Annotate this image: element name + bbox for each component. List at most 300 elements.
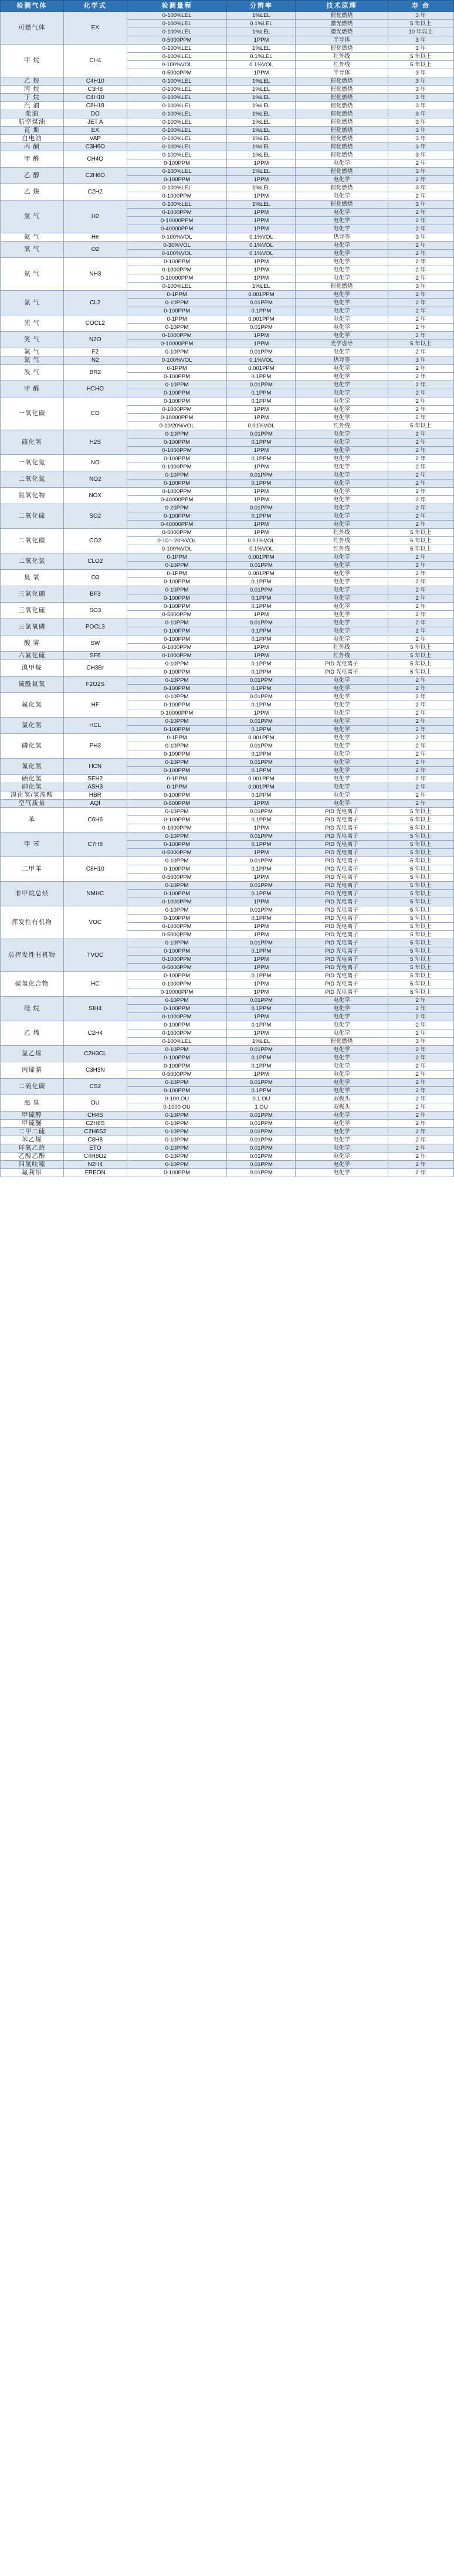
- table-row: [1, 652, 454, 660]
- cell-lifetime: 2 年: [388, 1128, 453, 1136]
- cell-range: 0-5000PPM: [127, 611, 227, 619]
- cell-technology: PID 光电离子: [296, 841, 388, 849]
- cell-technology: PID 光电离子: [296, 972, 388, 980]
- cell-lifetime: 2 年: [388, 693, 453, 701]
- cell-resolution: 1PPM: [227, 824, 296, 832]
- cell-resolution: 1PPM: [227, 529, 296, 537]
- cell-technology: 电化学: [296, 1054, 388, 1062]
- cell-resolution: 1PPM: [227, 266, 296, 274]
- cell-range: 0-10PPM: [127, 619, 227, 627]
- cell-resolution: 1PPM: [227, 1070, 296, 1079]
- table-row: [1, 1095, 454, 1103]
- cell-range: 0-10PPM: [127, 1128, 227, 1136]
- cell-lifetime: 2 年: [388, 718, 453, 726]
- cell-lifetime: 2 年: [388, 734, 453, 742]
- cell-technology: 电化学: [296, 1087, 388, 1095]
- cell-lifetime: 2 年: [388, 471, 453, 480]
- cell-lifetime: 3 年: [388, 127, 453, 135]
- table-row: [1, 488, 454, 496]
- cell-technology: 电化学: [296, 159, 388, 168]
- cell-range: 0-5000PPM: [127, 36, 227, 45]
- cell-lifetime: 2 年: [388, 447, 453, 455]
- cell-technology: 双极头: [296, 1095, 388, 1103]
- cell-resolution: 1PPM: [227, 800, 296, 808]
- table-row: [1, 660, 454, 668]
- cell-formula: NH3: [63, 258, 127, 291]
- cell-resolution: 0.1PPM: [227, 701, 296, 709]
- cell-resolution: 0.1PPM: [227, 816, 296, 824]
- cell-formula: O2: [63, 242, 127, 258]
- cell-lifetime: 3 年: [388, 1038, 453, 1046]
- cell-formula: C8H8: [63, 1136, 127, 1144]
- cell-resolution: 0.1PPM: [227, 307, 296, 315]
- cell-lifetime: 2 年: [388, 1021, 453, 1029]
- cell-range: 0-100%LEL: [127, 53, 227, 61]
- cell-range: 0-100%LEL: [127, 151, 227, 159]
- cell-range: 0-10PPM: [127, 718, 227, 726]
- cell-formula: HF: [63, 693, 127, 718]
- cell-resolution: 1%LEL: [227, 143, 296, 151]
- cell-gas: 氟 气: [1, 348, 64, 356]
- cell-technology: 催化燃烧: [296, 151, 388, 159]
- table-row: [1, 1120, 454, 1128]
- cell-range: 0-20PPM: [127, 504, 227, 512]
- cell-range: 0-5000PPM: [127, 1070, 227, 1079]
- cell-resolution: 0.01PPM: [227, 906, 296, 915]
- table-row: [1, 118, 454, 127]
- cell-resolution: 0.001PPM: [227, 783, 296, 791]
- cell-lifetime: 2 年: [388, 742, 453, 750]
- cell-resolution: 0.1PPM: [227, 627, 296, 635]
- cell-lifetime: 3 年: [388, 45, 453, 53]
- cell-lifetime: 3 年: [388, 283, 453, 291]
- cell-range: 0-1000PPM: [127, 488, 227, 496]
- cell-resolution: 0.01PPM: [227, 381, 296, 389]
- cell-gas: 非甲烷总烃: [1, 882, 64, 906]
- cell-technology: PID 光电离子: [296, 915, 388, 923]
- cell-technology: 电化学: [296, 1062, 388, 1070]
- cell-resolution: 1 OU: [227, 1103, 296, 1112]
- cell-range: 0-10000PPM: [127, 274, 227, 283]
- cell-technology: 电化学: [296, 307, 388, 315]
- table-row: [1, 570, 454, 578]
- cell-lifetime: 2 年: [388, 783, 453, 791]
- cell-resolution: 0.1PPM: [227, 1021, 296, 1029]
- table-row: [1, 635, 454, 644]
- cell-lifetime: 3 年: [388, 77, 453, 86]
- cell-lifetime: 5 年以上: [388, 545, 453, 553]
- cell-lifetime: 3 年: [388, 110, 453, 118]
- cell-lifetime: 2 年: [388, 619, 453, 627]
- cell-resolution: 0.001PPM: [227, 570, 296, 578]
- cell-resolution: 1PPM: [227, 923, 296, 931]
- cell-resolution: 0.1%VOL: [227, 250, 296, 258]
- cell-resolution: 1PPM: [227, 1013, 296, 1021]
- cell-lifetime: 3 年: [388, 36, 453, 45]
- cell-range: 0-100PPM: [127, 841, 227, 849]
- cell-technology: PID 光电离子: [296, 660, 388, 668]
- cell-gas: 氯 气: [1, 291, 64, 315]
- cell-gas: 恶 臭: [1, 1095, 64, 1112]
- cell-lifetime: 2 年: [388, 496, 453, 504]
- cell-range: 0-1PPM: [127, 553, 227, 562]
- cell-gas: 溴甲烷: [1, 660, 64, 677]
- cell-resolution: 1%LEL: [227, 28, 296, 36]
- cell-resolution: 0.1PPM: [227, 972, 296, 980]
- cell-formula: COCL2: [63, 315, 127, 332]
- cell-lifetime: 2 年: [388, 1046, 453, 1054]
- cell-range: 0-5000PPM: [127, 529, 227, 537]
- cell-resolution: 1PPM: [227, 159, 296, 168]
- cell-resolution: 1PPM: [227, 956, 296, 964]
- cell-lifetime: 3 年: [388, 135, 453, 143]
- cell-range: 0-100PPM: [127, 258, 227, 266]
- cell-technology: 电化学: [296, 783, 388, 791]
- cell-gas: 四氢呋喃: [1, 1161, 64, 1169]
- cell-resolution: 0.01PPM: [227, 759, 296, 767]
- cell-lifetime: 2 年: [388, 324, 453, 332]
- cell-gas: 笑 气: [1, 332, 64, 348]
- cell-resolution: 0.01PPM: [227, 832, 296, 841]
- cell-range: 0-10PPM: [127, 677, 227, 685]
- cell-formula: CS2: [63, 1079, 127, 1095]
- cell-resolution: 0.001PPM: [227, 734, 296, 742]
- cell-range: 0-1PPM: [127, 775, 227, 783]
- cell-technology: 电化学: [296, 439, 388, 447]
- table-row: [1, 397, 454, 406]
- cell-range: 0-100PPM: [127, 1054, 227, 1062]
- cell-technology: 电化学: [296, 611, 388, 619]
- cell-technology: 电化学: [296, 553, 388, 562]
- cell-resolution: 0.1%LEL: [227, 20, 296, 28]
- cell-range: 0-1000PPM: [127, 923, 227, 931]
- cell-resolution: 1%LEL: [227, 94, 296, 102]
- cell-formula: EX: [63, 127, 127, 135]
- cell-range: 0-1000PPM: [127, 192, 227, 200]
- cell-range: 0-10PPM: [127, 1153, 227, 1161]
- cell-resolution: 0.1PPM: [227, 512, 296, 521]
- table-row: [1, 1062, 454, 1070]
- cell-resolution: 0.1PPM: [227, 1054, 296, 1062]
- cell-lifetime: 3 年: [388, 143, 453, 151]
- cell-range: 0-1PPM: [127, 783, 227, 791]
- table-row: [1, 677, 454, 685]
- cell-resolution: 1%LEL: [227, 110, 296, 118]
- cell-technology: 电化学: [296, 693, 388, 701]
- cell-technology: 电化学: [296, 266, 388, 274]
- cell-formula: N2: [63, 356, 127, 365]
- cell-formula: HC: [63, 972, 127, 997]
- cell-resolution: 1%LEL: [227, 45, 296, 53]
- cell-range: 0-5000PPM: [127, 964, 227, 972]
- table-row: [1, 233, 454, 242]
- cell-lifetime: 5 年以上: [388, 964, 453, 972]
- cell-technology: 电化学: [296, 217, 388, 225]
- cell-gas: 甲 醛: [1, 151, 64, 168]
- table-row: [1, 45, 454, 53]
- table-row: [1, 315, 454, 324]
- cell-lifetime: 2 年: [388, 512, 453, 521]
- table-row: [1, 471, 454, 480]
- cell-technology: 电化学: [296, 373, 388, 381]
- cell-lifetime: 5 年以上: [388, 988, 453, 997]
- cell-technology: 催化燃烧: [296, 118, 388, 127]
- cell-resolution: 0.01PPM: [227, 1046, 296, 1054]
- cell-lifetime: 2 年: [388, 307, 453, 315]
- cell-technology: 催化燃烧: [296, 77, 388, 86]
- cell-lifetime: 2 年: [388, 709, 453, 718]
- cell-gas: 氟利昂: [1, 1169, 64, 1177]
- cell-resolution: 0.1PPM: [227, 455, 296, 463]
- cell-gas: 空气质量: [1, 800, 64, 808]
- cell-technology: 电化学: [296, 742, 388, 750]
- cell-resolution: 0.01PPM: [227, 997, 296, 1005]
- column-header-lifetime: 寿 命: [388, 1, 453, 12]
- cell-technology: 电化学: [296, 496, 388, 504]
- cell-technology: PID 光电离子: [296, 890, 388, 898]
- table-row: [1, 332, 454, 340]
- cell-range: 0-1PPM: [127, 291, 227, 299]
- cell-range: 0-10PPM: [127, 832, 227, 841]
- table-body: [1, 12, 454, 1177]
- cell-gas: 氮 气: [1, 356, 64, 365]
- cell-technology: 激光燃烧: [296, 28, 388, 36]
- cell-technology: 电化学: [296, 775, 388, 783]
- cell-lifetime: 2 年: [388, 242, 453, 250]
- cell-resolution: 0.1 OU: [227, 1095, 296, 1103]
- cell-formula: TVOC: [63, 939, 127, 972]
- cell-lifetime: 2 年: [388, 521, 453, 529]
- cell-lifetime: 2 年: [388, 455, 453, 463]
- table-row: [1, 1153, 454, 1161]
- cell-technology: 电化学: [296, 997, 388, 1005]
- cell-range: 0-100%LEL: [127, 184, 227, 192]
- table-row: [1, 135, 454, 143]
- cell-gas: 硫酰氟氧: [1, 677, 64, 693]
- cell-range: 0-1000PPM: [127, 406, 227, 414]
- cell-lifetime: 5 年以上: [388, 20, 453, 28]
- table-row: [1, 759, 454, 767]
- cell-technology: 电化学: [296, 677, 388, 685]
- cell-resolution: 0.1PPM: [227, 660, 296, 668]
- cell-resolution: 1PPM: [227, 225, 296, 233]
- cell-technology: 电化学: [296, 1120, 388, 1128]
- table-row: [1, 603, 454, 611]
- cell-range: 0-10PPM: [127, 759, 227, 767]
- cell-gas: 氦 气: [1, 233, 64, 242]
- cell-technology: 电化学: [296, 430, 388, 439]
- cell-range: 0-1PPM: [127, 365, 227, 373]
- cell-range: 0-100PPM: [127, 915, 227, 923]
- cell-formula: ETO: [63, 1144, 127, 1153]
- cell-lifetime: 2 年: [388, 1087, 453, 1095]
- cell-formula: SO3: [63, 603, 127, 619]
- cell-resolution: 0.1PPM: [227, 397, 296, 406]
- cell-technology: 催化燃烧: [296, 94, 388, 102]
- cell-resolution: 1PPM: [227, 176, 296, 184]
- cell-range: 0-100PPM: [127, 594, 227, 603]
- cell-lifetime: 3 年: [388, 12, 453, 20]
- cell-lifetime: 5 年以上: [388, 660, 453, 668]
- table-row: [1, 94, 454, 102]
- cell-lifetime: 2 年: [388, 1112, 453, 1120]
- table-header-row: [1, 1, 454, 12]
- cell-range: 0-100PPM: [127, 750, 227, 759]
- cell-technology: PID 光电离子: [296, 923, 388, 931]
- cell-range: 0-10PPM: [127, 348, 227, 356]
- cell-gas: 苯乙烯: [1, 1136, 64, 1144]
- cell-lifetime: 3 年: [388, 184, 453, 192]
- cell-technology: 电化学: [296, 619, 388, 627]
- cell-range: 0-10PPM: [127, 1161, 227, 1169]
- cell-gas: 丁 烷: [1, 94, 64, 102]
- cell-range: 0-100PPM: [127, 512, 227, 521]
- cell-resolution: 0.1%VOL: [227, 233, 296, 242]
- cell-lifetime: 2 年: [388, 389, 453, 397]
- cell-lifetime: 2 年: [388, 594, 453, 603]
- cell-lifetime: 2 年: [388, 562, 453, 570]
- cell-technology: 电化学: [296, 242, 388, 250]
- gas-detection-spec-sheet: [0, 0, 454, 1177]
- cell-lifetime: 2 年: [388, 430, 453, 439]
- cell-gas: 白电油: [1, 135, 64, 143]
- cell-lifetime: 5 年以上: [388, 422, 453, 430]
- cell-gas: 三氧化硫: [1, 603, 64, 619]
- cell-range: 0-1000PPM: [127, 1029, 227, 1038]
- cell-lifetime: 2 年: [388, 250, 453, 258]
- cell-lifetime: 2 年: [388, 258, 453, 266]
- cell-technology: PID 光电离子: [296, 808, 388, 816]
- table-row: [1, 832, 454, 841]
- cell-lifetime: 5 年以上: [388, 529, 453, 537]
- cell-technology: 电化学: [296, 1070, 388, 1079]
- cell-range: 0-100PPM: [127, 767, 227, 775]
- cell-lifetime: 2 年: [388, 299, 453, 307]
- cell-technology: 电化学: [296, 258, 388, 266]
- cell-resolution: 0.1PPM: [227, 1005, 296, 1013]
- cell-technology: 电化学: [296, 718, 388, 726]
- cell-range: 0-100PPM: [127, 159, 227, 168]
- table-row: [1, 143, 454, 151]
- cell-resolution: 0.001PPM: [227, 775, 296, 783]
- cell-formula: HCN: [63, 759, 127, 775]
- cell-resolution: 0.1PPM: [227, 1062, 296, 1070]
- cell-range: 0-40000PPM: [127, 496, 227, 504]
- cell-technology: PID 光电离子: [296, 882, 388, 890]
- cell-technology: 半导体: [296, 36, 388, 45]
- table-row: [1, 1021, 454, 1029]
- cell-technology: 电化学: [296, 1079, 388, 1087]
- cell-range: 0-100PPM: [127, 627, 227, 635]
- cell-resolution: 0.01PPM: [227, 1120, 296, 1128]
- cell-range: 0-100%LEL: [127, 283, 227, 291]
- cell-technology: 电化学: [296, 504, 388, 512]
- cell-resolution: 1PPM: [227, 611, 296, 619]
- cell-lifetime: 5 年以上: [388, 857, 453, 865]
- cell-lifetime: 2 年: [388, 635, 453, 644]
- table-row: [1, 939, 454, 947]
- cell-technology: 红外线: [296, 652, 388, 660]
- cell-range: 0-100%LEL: [127, 127, 227, 135]
- cell-resolution: 0.1PPM: [227, 865, 296, 874]
- cell-gas: 二硫化碳: [1, 1079, 64, 1095]
- cell-formula: C3H3N: [63, 1062, 127, 1079]
- cell-resolution: 0.001PPM: [227, 365, 296, 373]
- cell-formula: C2H6S: [63, 1120, 127, 1128]
- cell-gas: 乙 烷: [1, 77, 64, 86]
- cell-technology: 催化燃烧: [296, 184, 388, 192]
- cell-technology: 电化学: [296, 726, 388, 734]
- cell-lifetime: 5 年以上: [388, 340, 453, 348]
- cell-resolution: 0.1PPM: [227, 439, 296, 447]
- table-row: [1, 455, 454, 463]
- cell-range: 0-100PPM: [127, 455, 227, 463]
- cell-lifetime: 5 年以上: [388, 906, 453, 915]
- cell-resolution: 0.1%LEL: [227, 53, 296, 61]
- cell-technology: 电化学: [296, 1144, 388, 1153]
- cell-formula: DO: [63, 110, 127, 118]
- cell-formula: C6H6: [63, 808, 127, 832]
- cell-gas: 乙 醇: [1, 168, 64, 184]
- table-row: [1, 619, 454, 627]
- cell-gas: 溴化氢/氢溴酸: [1, 791, 64, 800]
- cell-resolution: 1%LEL: [227, 184, 296, 192]
- cell-range: 0-10PPM: [127, 299, 227, 307]
- cell-resolution: 1PPM: [227, 414, 296, 422]
- cell-resolution: 0.01PPM: [227, 1169, 296, 1177]
- cell-lifetime: 5 年以上: [388, 915, 453, 923]
- cell-technology: PID 光电离子: [296, 947, 388, 956]
- cell-resolution: 1PPM: [227, 1029, 296, 1038]
- cell-range: 0-40000PPM: [127, 521, 227, 529]
- cell-lifetime: 2 年: [388, 291, 453, 299]
- cell-lifetime: 2 年: [388, 1062, 453, 1070]
- cell-resolution: 1PPM: [227, 406, 296, 414]
- table-row: [1, 882, 454, 890]
- cell-resolution: 1%LEL: [227, 102, 296, 110]
- cell-technology: 催化燃烧: [296, 12, 388, 20]
- cell-range: 0-10PPM: [127, 471, 227, 480]
- cell-technology: 电化学: [296, 463, 388, 471]
- cell-range: 0-100PPM: [127, 685, 227, 693]
- cell-technology: 红外线: [296, 422, 388, 430]
- column-header-range: 检测量程: [127, 1, 227, 12]
- cell-resolution: 1%LEL: [227, 86, 296, 94]
- cell-gas: 乙 烯: [1, 1021, 64, 1046]
- cell-technology: PID 光电离子: [296, 857, 388, 865]
- cell-lifetime: 5 年以上: [388, 644, 453, 652]
- cell-technology: 电化学: [296, 1161, 388, 1169]
- cell-lifetime: 5 年以上: [388, 841, 453, 849]
- cell-lifetime: 5 年以上: [388, 890, 453, 898]
- table-row: [1, 381, 454, 389]
- cell-formula: F2O2S: [63, 677, 127, 693]
- cell-gas: 二氧化氯: [1, 553, 64, 570]
- cell-lifetime: 2 年: [388, 570, 453, 578]
- cell-gas: 丙 烷: [1, 86, 64, 94]
- cell-range: 0-1000PPM: [127, 956, 227, 964]
- cell-range: 0-100%VOL: [127, 61, 227, 69]
- cell-formula: C4H8O2: [63, 1153, 127, 1161]
- cell-resolution: 0.1PPM: [227, 373, 296, 381]
- cell-formula: N2H4: [63, 1161, 127, 1169]
- cell-range: 0-5000PPM: [127, 931, 227, 939]
- cell-resolution: 0.1PPM: [227, 668, 296, 677]
- cell-range: 0-1000PPM: [127, 652, 227, 660]
- cell-range: 0-10000PPM: [127, 340, 227, 348]
- cell-lifetime: 6 年以上: [388, 537, 453, 545]
- cell-formula: C2H3CL: [63, 1046, 127, 1062]
